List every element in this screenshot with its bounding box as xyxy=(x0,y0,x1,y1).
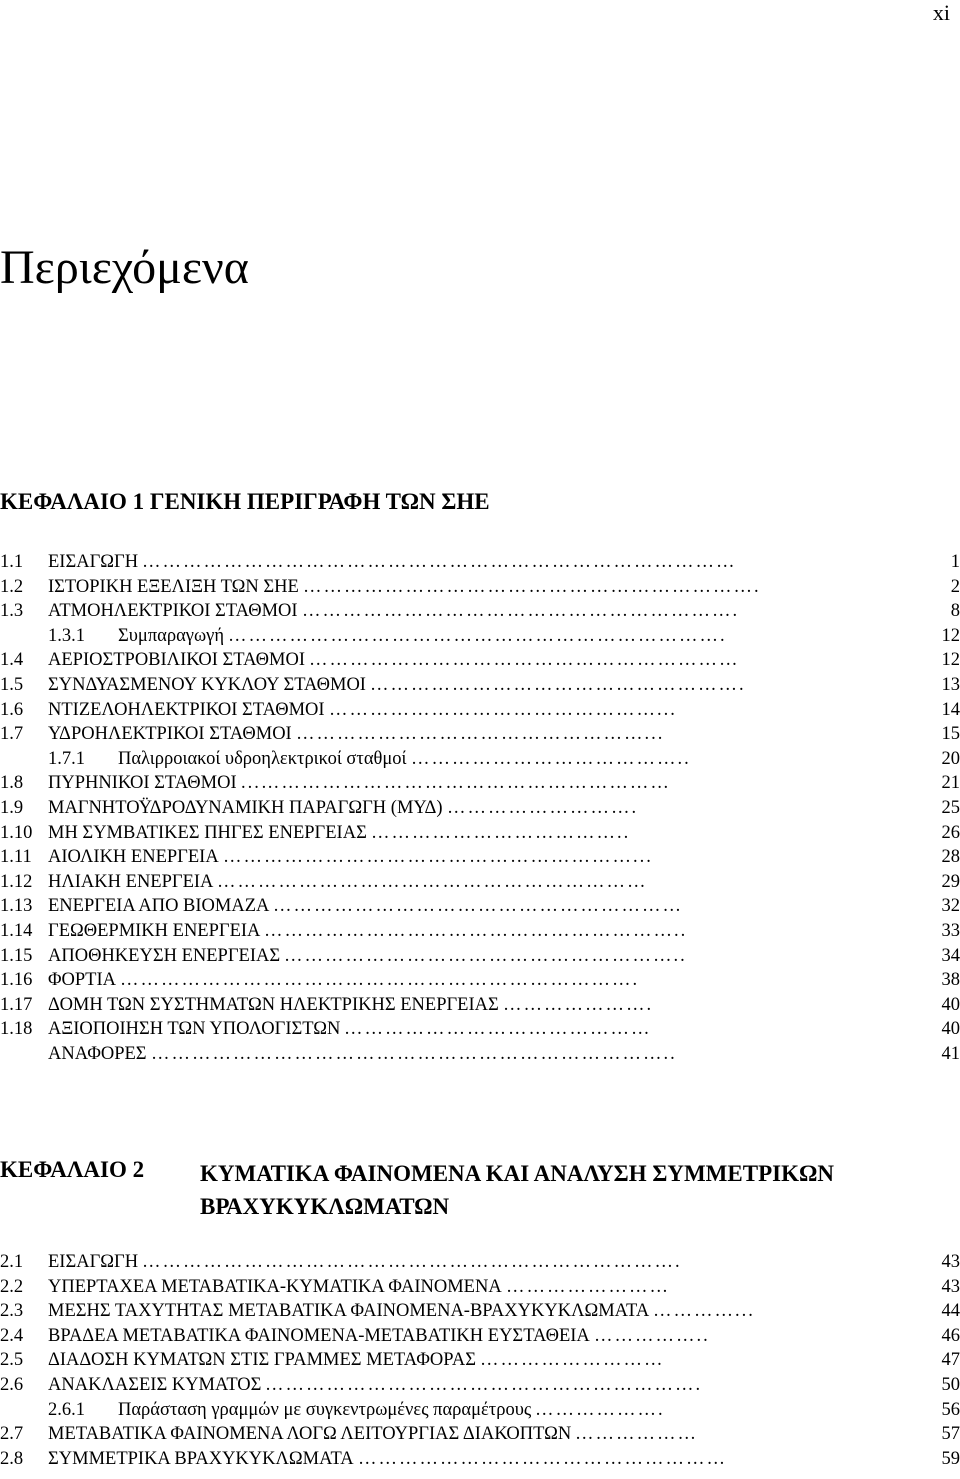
toc-entry-title: ΓΕΩΘΕΡΜΙΚΗ ΕΝΕΡΓΕΙΑ xyxy=(48,921,261,941)
toc-entry[interactable] xyxy=(0,1250,960,1274)
toc-entry-title: ΑΕΡΙΟΣΤΡΟΒΙΛΙΚΟΙ ΣΤΑΘΜΟΙ xyxy=(48,650,306,671)
toc-entry-title: ΑΙΟΛΙΚΗ ΕΝΕΡΓΕΙΑ xyxy=(48,847,219,868)
toc-entry[interactable] xyxy=(0,1299,960,1323)
toc-entry-page: 43 xyxy=(941,1276,960,1297)
toc-entry-title: ΒΡΑΔΕΑ ΜΕΤΑΒΑΤΙΚΑ ΦΑΙΝΟΜΕΝΑ-ΜΕΤΑΒΑΤΙΚΗ ΕΥΣΤΑΘΕΙΑ xyxy=(48,1325,590,1346)
toc-entry-title: ΣΥΝΔΥΑΣΜΕΝΟΥ ΚΥΚΛΟΥ ΣΤΑΘΜΟΙ xyxy=(48,675,366,695)
toc-entry-title: ΜΑΓΝΗΤΟΫΔΡΟΔΥΝΑΜΙΚΗ ΠΑΡΑΓΩΓΗ (ΜΥΔ) xyxy=(48,798,443,818)
toc-entry-title: Συμπαραγωγή xyxy=(118,625,225,646)
toc-entry-leader: ……………………………………………… xyxy=(358,1448,727,1469)
toc-entry-number: 2.6 xyxy=(0,1375,24,1395)
toc-entry-title: ΜΗ ΣΥΜΒΑΤΙΚΕΣ ΠΗΓΕΣ ΕΝΕΡΓΕΙΑΣ xyxy=(48,822,367,843)
toc-entry[interactable] xyxy=(0,624,960,648)
toc-entry-title: ΥΠΕΡΤΑΧΕΑ ΜΕΤΑΒΑΤΙΚΑ-ΚΥΜΑΤΙΚΑ ΦΑΙΝΟΜΕΝΑ xyxy=(48,1276,502,1297)
toc-entry-number: 1.15 xyxy=(0,945,33,966)
toc-entry-leader: ………………………………………………………………….. xyxy=(151,1044,677,1064)
chapter-2-label: ΚΕΦΑΛΑΙΟ 2 xyxy=(0,1157,145,1182)
toc-entry-page: 40 xyxy=(941,994,960,1015)
toc-entry[interactable] xyxy=(0,722,960,746)
toc-entry-title: ΕΙΣΑΓΩΓΗ xyxy=(48,1252,139,1272)
toc-entry-number: 1.3 xyxy=(0,601,24,622)
toc-entry[interactable] xyxy=(0,771,960,795)
toc-entry[interactable] xyxy=(0,1275,960,1299)
toc-entry-page: 34 xyxy=(941,945,960,966)
toc-entry[interactable] xyxy=(0,1398,960,1422)
toc-entry-title: ΣΥΜΜΕΤΡΙΚΑ ΒΡΑΧΥΚΥΚΛΩΜΑΤΑ xyxy=(48,1448,354,1469)
toc-entry-page: 38 xyxy=(941,970,960,991)
toc-entry-number: 1.3.1 xyxy=(48,625,85,646)
toc-entry-leader: …………………………………………………………. xyxy=(303,576,761,597)
toc-entry[interactable] xyxy=(0,648,960,672)
toc-entry[interactable] xyxy=(0,894,960,918)
toc-entry-page: 46 xyxy=(941,1325,960,1346)
toc-entry-number: 2.7 xyxy=(0,1424,24,1445)
toc-entry-number: 1.1 xyxy=(0,552,24,572)
toc-entry[interactable] xyxy=(0,944,960,968)
toc-entry-leader: …………... xyxy=(653,1301,755,1322)
toc-entry-leader: …………………………………………………….. xyxy=(264,921,688,941)
toc-entry[interactable] xyxy=(0,698,960,722)
toc-entry[interactable] xyxy=(0,1373,960,1397)
toc-entry-title: ΔΙΑΔΟΣΗ ΚΥΜΑΤΩΝ ΣΤΙΣ ΓΡΑΜΜΕΣ ΜΕΤΑΦΟΡΑΣ xyxy=(48,1350,476,1371)
toc-entry-page: 1 xyxy=(950,552,960,572)
toc-entry[interactable] xyxy=(0,1422,960,1446)
toc-entry-leader: ……………………………………… xyxy=(344,1019,652,1040)
toc-entry-title: ΕΝΕΡΓΕΙΑ ΑΠΟ ΒΙΟΜΑΖΑ xyxy=(48,896,270,917)
toc-entry[interactable] xyxy=(0,796,960,820)
toc-entry-title: ΑΤΜΟΗΛΕΚΤΡΙΚΟΙ ΣΤΑΘΜΟΙ xyxy=(48,601,298,622)
toc-entry-title: ΜΕΤΑΒΑΤΙΚΑ ΦΑΙΝΟΜΕΝΑ ΛΟΓΩ ΛΕΙΤΟΥΡΓΙΑΣ ΔΙΑΚΟΠΤΩΝ xyxy=(48,1424,572,1445)
toc-entry-number: 1.11 xyxy=(0,847,32,868)
toc-entry[interactable] xyxy=(0,1447,960,1471)
toc-entry-leader: ………………. xyxy=(535,1399,665,1420)
toc-entry-page: 40 xyxy=(941,1019,960,1040)
toc-entry-leader: ……………………………………………………………………. xyxy=(142,1252,682,1272)
toc-entry-title: Παράσταση γραμμών με συγκεντρωμένες παραμέτρους xyxy=(118,1399,532,1420)
toc-entry-page: 25 xyxy=(941,798,960,818)
toc-entry-leader: ………………………………………………. xyxy=(370,675,746,695)
toc-entry-number: 1.4 xyxy=(0,650,24,671)
toc-entry-page: 28 xyxy=(941,847,960,868)
toc-entry-number: 1.13 xyxy=(0,896,33,917)
toc-entry[interactable] xyxy=(0,845,960,869)
toc-entry-leader: ……………………………………………………… xyxy=(217,871,648,892)
toc-entry-page: 32 xyxy=(941,896,960,917)
toc-entry-page: 26 xyxy=(941,822,960,843)
toc-entry-title: ΑΠΟΘΗΚΕΥΣΗ ΕΝΕΡΓΕΙΑΣ xyxy=(48,945,281,966)
toc-entry-number: 2.8 xyxy=(0,1448,24,1469)
toc-entry-title: ΝΤΙΖΕΛΟΗΛΕΚΤΡΙΚΟΙ ΣΤΑΘΜΟΙ xyxy=(48,699,325,720)
chapter-2-title: ΚΥΜΑΤΙΚΑ ΦΑΙΝΟΜΕΝΑ ΚΑΙ ΑΝΑΛΥΣΗ ΣΥΜΜΕΤΡΙΚΩΝ ΒΡΑΧΥΚΥΚΛΩΜΑΤΩΝ xyxy=(200,1161,834,1219)
toc-entry-number: 1.9 xyxy=(0,798,24,818)
toc-entry-leader: ………………………………………………………………. xyxy=(228,625,727,646)
toc-entry-leader: ………………………………………………………. xyxy=(265,1375,703,1395)
toc-entry-number: 1.10 xyxy=(0,822,33,843)
toc-entry-leader: ……………………………………………………... xyxy=(223,847,653,868)
toc-entry-number: 1.18 xyxy=(0,1019,33,1040)
toc-entry-number: 1.16 xyxy=(0,970,33,991)
toc-entry-page: 33 xyxy=(941,921,960,941)
toc-entry-page: 56 xyxy=(941,1399,960,1420)
toc-entry-leader: …………………………………………………………………………… xyxy=(142,552,737,572)
toc-entry-leader: ……………………… xyxy=(480,1350,665,1371)
toc-entry-leader: …………………………………………... xyxy=(329,699,677,720)
toc-entry-title: ΑΞΙΟΠΟΙΗΣΗ ΤΩΝ ΥΠΟΛΟΓΙΣΤΩΝ xyxy=(48,1019,341,1040)
toc-entry[interactable] xyxy=(0,1324,960,1348)
toc-entry-page: 13 xyxy=(941,675,960,695)
toc-entry-number: 1.17 xyxy=(0,994,33,1015)
toc-entry[interactable] xyxy=(0,919,960,943)
toc-entry-page: 20 xyxy=(941,748,960,769)
toc-entry-number: 2.1 xyxy=(0,1252,24,1272)
toc-entry-title: ΔΟΜΗ ΤΩΝ ΣΥΣΤΗΜΑΤΩΝ ΗΛΕΚΤΡΙΚΗΣ ΕΝΕΡΓΕΙΑΣ xyxy=(48,994,499,1015)
toc-entry-title: ΠΥΡΗΝΙΚΟΙ ΣΤΑΘΜΟΙ xyxy=(48,773,237,794)
toc-entry-number: 1.7 xyxy=(0,724,24,745)
toc-entry[interactable] xyxy=(0,1017,960,1041)
toc-entry[interactable] xyxy=(0,1042,960,1066)
toc-entry[interactable] xyxy=(0,821,960,845)
toc-entry[interactable] xyxy=(0,870,960,894)
toc-entry-page: 15 xyxy=(941,724,960,745)
toc-entry-number: 1.14 xyxy=(0,921,33,941)
toc-entry-page: 41 xyxy=(941,1044,960,1064)
toc-entry[interactable] xyxy=(0,993,960,1017)
toc-entry-page: 50 xyxy=(941,1375,960,1395)
toc-entry-leader: ………………………………………………….. xyxy=(284,945,687,966)
toc-entry[interactable] xyxy=(0,575,960,599)
toc-entry-page: 47 xyxy=(941,1350,960,1371)
toc-entry-number: 2.2 xyxy=(0,1276,24,1297)
toc-entry-number: 1.8 xyxy=(0,773,24,794)
toc-entry-leader: ...…………………………………………………… xyxy=(241,773,671,794)
toc-entry-title: ΜΕΣΗΣ ΤΑΧΥΤΗΤΑΣ ΜΕΤΑΒΑΤΙΚΑ ΦΑΙΝΟΜΕΝΑ-ΒΡΑΧΥΚΥΚΛΩΜΑΤΑ xyxy=(48,1301,650,1322)
toc-entry-page: 44 xyxy=(941,1301,960,1322)
toc-entry-title: ΦΟΡΤΙΑ xyxy=(48,970,116,991)
toc-entry-leader: …………………………………………………………………. xyxy=(120,970,640,991)
toc-entry-number: 1.2 xyxy=(0,576,24,597)
toc-entry-leader: ………………………………………………………. xyxy=(302,601,740,622)
toc-entry[interactable] xyxy=(0,968,960,992)
toc-entry-page: 2 xyxy=(950,576,960,597)
toc-entry-leader: …………………………………………………… xyxy=(273,896,683,917)
toc-entry-title: ΕΙΣΑΓΩΓΗ xyxy=(48,552,139,572)
toc-entry-number: 2.6.1 xyxy=(48,1399,85,1420)
toc-entry-title: ΥΔΡΟΗΛΕΚΤΡΙΚΟΙ ΣΤΑΘΜΟΙ xyxy=(48,724,292,745)
toc-entry[interactable] xyxy=(0,1348,960,1372)
toc-entry-leader: …………………. xyxy=(503,994,654,1015)
toc-entry-leader: ………………………. xyxy=(447,798,639,818)
toc-entry-page: 57 xyxy=(941,1424,960,1445)
toc-entry-page: 59 xyxy=(941,1448,960,1469)
toc-entry-page: 12 xyxy=(941,625,960,646)
toc-entry-page: 12 xyxy=(941,650,960,671)
toc-entry-leader: ………………………………….. xyxy=(411,748,691,769)
toc-entry-number: 1.5 xyxy=(0,675,24,695)
toc-entry-leader: ……………………………………………………… xyxy=(309,650,740,671)
toc-entry-number: 1.6 xyxy=(0,699,24,720)
toc-entry-number: 2.4 xyxy=(0,1325,24,1346)
toc-entry-leader: ……………… xyxy=(575,1424,698,1445)
toc-entry-leader: …………….. xyxy=(594,1325,710,1346)
toc-entry[interactable] xyxy=(0,599,960,623)
toc-entry-page: 14 xyxy=(941,699,960,720)
toc-entry[interactable] xyxy=(0,550,960,574)
chapter-1-heading: ΚΕΦΑΛΑΙΟ 1 ΓΕΝΙΚΗ ΠΕΡΙΓΡΑΦΗ ΤΩΝ ΣΗΕ xyxy=(0,489,490,514)
toc-entry-page: 21 xyxy=(941,773,960,794)
toc-entry-title: ΑΝΑΦΟΡΕΣ xyxy=(48,1044,147,1064)
toc-entry-title: ΑΝΑΚΛΑΣΕΙΣ ΚΥΜΑΤΟΣ xyxy=(48,1375,262,1395)
toc-entry-title: ΙΣΤΟΡΙΚΗ ΕΞΕΛΙΞΗ ΤΩΝ ΣΗΕ xyxy=(48,576,299,597)
page-number: xi xyxy=(932,0,950,25)
toc-entry-number: 2.5 xyxy=(0,1350,24,1371)
toc-entry-title: ΗΛΙΑΚΗ ΕΝΕΡΓΕΙΑ xyxy=(48,871,214,892)
toc-entry-leader: ……………………………………………... xyxy=(296,724,665,745)
toc-entry-page: 8 xyxy=(950,601,960,622)
toc-entry-title: Παλιρροιακοί υδροηλεκτρικοί σταθμοί xyxy=(118,748,407,769)
toc-entry-page: 29 xyxy=(941,871,960,892)
toc-entry[interactable] xyxy=(0,747,960,771)
toc-entry-number: 1.12 xyxy=(0,871,33,892)
page-title: Περιεχόμενα xyxy=(0,241,249,294)
toc-entry-number: 1.7.1 xyxy=(48,748,85,769)
toc-entry-leader: …………………… xyxy=(506,1276,670,1297)
toc-entry-number: 2.3 xyxy=(0,1301,24,1322)
toc-entry[interactable] xyxy=(0,673,960,697)
toc-entry-leader: ……………………………….. xyxy=(371,822,631,843)
toc-entry-page: 43 xyxy=(941,1252,960,1272)
